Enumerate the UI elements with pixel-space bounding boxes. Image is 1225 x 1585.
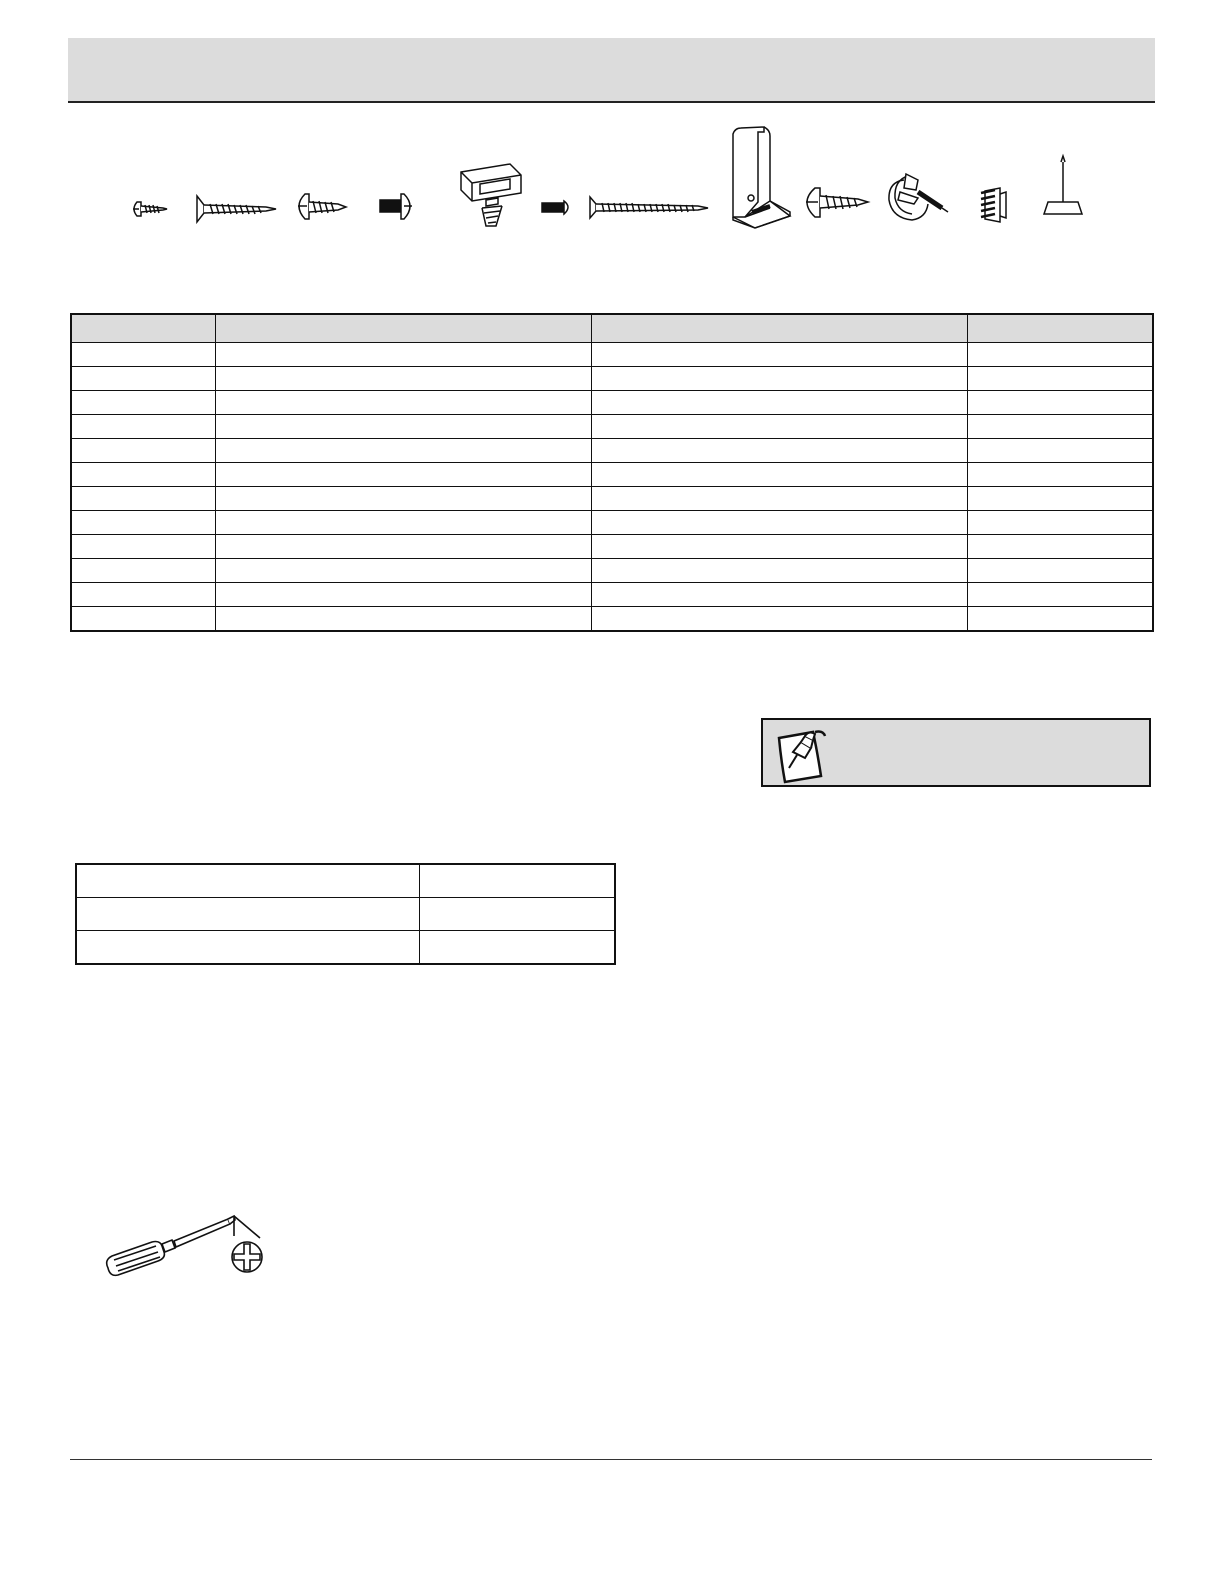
table-row — [71, 511, 1153, 535]
table-cell — [591, 583, 967, 607]
table-cell — [591, 463, 967, 487]
table-cell — [71, 463, 215, 487]
table-cell — [71, 439, 215, 463]
table-cell — [71, 391, 215, 415]
threaded-insert-icon — [981, 188, 1006, 222]
table-cell — [591, 343, 967, 367]
header-cell — [591, 314, 967, 343]
table-cell — [967, 511, 1153, 535]
table-cell — [215, 391, 591, 415]
header-cell — [967, 314, 1153, 343]
shelf-clip-bracket-icon — [461, 164, 521, 226]
table-cell — [591, 511, 967, 535]
table-cell — [591, 535, 967, 559]
table-row — [71, 559, 1153, 583]
table-row — [76, 864, 615, 898]
table-cell — [591, 559, 967, 583]
l-bracket-icon — [733, 127, 790, 228]
table-cell — [71, 607, 215, 632]
table-row — [71, 535, 1153, 559]
table-cell — [967, 559, 1153, 583]
table-row — [71, 463, 1153, 487]
table-cell — [76, 931, 419, 965]
round-head-screw-icon — [806, 188, 868, 217]
table-cell — [419, 931, 615, 965]
table-cell — [967, 367, 1153, 391]
nail-glide-icon — [1044, 156, 1082, 214]
parts-table-header-row — [71, 314, 1153, 343]
table-cell — [591, 367, 967, 391]
hardware-strip — [0, 118, 1225, 238]
cable-clip-with-screw-icon — [889, 174, 948, 220]
table-cell — [71, 367, 215, 391]
table-row — [71, 343, 1153, 367]
phillips-screwdriver-icon — [100, 1200, 270, 1290]
table-cell — [215, 463, 591, 487]
table-cell — [591, 415, 967, 439]
table-cell — [76, 864, 419, 898]
table-cell — [215, 487, 591, 511]
table-cell — [419, 864, 615, 898]
table-cell — [215, 415, 591, 439]
table-cell — [967, 439, 1153, 463]
table-cell — [215, 511, 591, 535]
table-cell — [215, 583, 591, 607]
note-box — [761, 718, 1151, 787]
table-row — [71, 391, 1153, 415]
table-cell — [71, 559, 215, 583]
table-cell — [967, 583, 1153, 607]
short-bolt-icon — [542, 201, 568, 214]
table-cell — [215, 535, 591, 559]
table-row — [71, 439, 1153, 463]
table-cell — [967, 415, 1153, 439]
table-cell — [967, 463, 1153, 487]
table-cell — [591, 439, 967, 463]
machine-bolt-icon — [380, 194, 412, 219]
small-washer-head-screw-icon — [133, 202, 167, 216]
header-band — [68, 38, 1155, 103]
table-row — [71, 583, 1153, 607]
table-cell — [215, 607, 591, 632]
table-cell — [215, 367, 591, 391]
table-cell — [71, 487, 215, 511]
table-cell — [71, 535, 215, 559]
table-cell — [71, 583, 215, 607]
table-cell — [967, 391, 1153, 415]
table-cell — [76, 898, 419, 931]
table-cell — [967, 607, 1153, 632]
table-row — [71, 415, 1153, 439]
table-cell — [591, 607, 967, 632]
long-flat-head-screw-icon — [197, 196, 276, 222]
header-cell — [71, 314, 215, 343]
footer-rule — [70, 1459, 1152, 1460]
table-row — [76, 898, 615, 931]
table-cell — [215, 343, 591, 367]
table-row — [71, 487, 1153, 511]
table-cell — [71, 511, 215, 535]
header-cell — [215, 314, 591, 343]
table-cell — [215, 439, 591, 463]
table-row — [71, 367, 1153, 391]
table-cell — [967, 343, 1153, 367]
parts-table — [70, 313, 1154, 632]
table-cell — [591, 391, 967, 415]
table-cell — [71, 343, 215, 367]
pan-head-screw-icon — [298, 194, 346, 219]
table-row — [71, 607, 1153, 632]
small-table — [75, 863, 616, 965]
table-row — [76, 931, 615, 965]
table-cell — [71, 415, 215, 439]
table-cell — [967, 535, 1153, 559]
table-cell — [591, 487, 967, 511]
pushpin-note-icon — [771, 724, 831, 784]
table-cell — [967, 487, 1153, 511]
extra-long-screw-icon — [590, 197, 708, 218]
table-cell — [215, 559, 591, 583]
table-cell — [419, 898, 615, 931]
